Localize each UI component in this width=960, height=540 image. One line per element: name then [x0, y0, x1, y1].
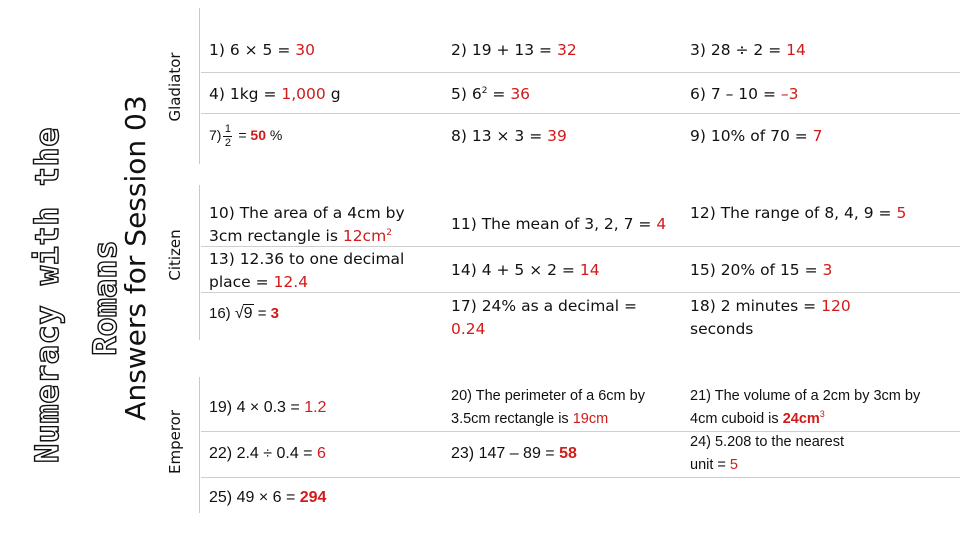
divider-gladiator — [199, 8, 200, 164]
question-23: 23) 147 – 89 = 58 — [451, 445, 577, 462]
question-1: 1) 6 × 5 = 30 — [209, 41, 315, 59]
answer-9: 7 — [812, 127, 823, 145]
question-24: 24) 5.208 to the nearest unit = 5 — [690, 434, 844, 473]
answer-15: 3 — [822, 261, 833, 279]
square-root-sign: √9 — [234, 305, 253, 322]
answer-1: 30 — [295, 41, 315, 59]
row-rule — [201, 113, 960, 114]
row-rule — [201, 477, 960, 478]
answer-4: 1,000 — [281, 85, 326, 103]
answer-25: 294 — [299, 489, 327, 506]
answer-17: 0.24 — [451, 320, 486, 338]
section-label-emperor: Emperor — [166, 409, 184, 475]
question-12: 12) The range of 8, 4, 9 = 5 — [690, 204, 907, 222]
answer-11: 4 — [656, 215, 667, 233]
question-4: 4) 1kg = 1,000 g — [209, 85, 341, 103]
question-19: 19) 4 × 0.3 = 1.2 — [209, 399, 327, 416]
answer-22: 6 — [316, 445, 326, 462]
answer-6: –3 — [780, 85, 799, 103]
divider-emperor — [199, 377, 200, 513]
question-13: 13) 12.36 to one decimal place = 12.4 — [209, 250, 405, 291]
answer-13: 12.4 — [273, 273, 309, 291]
answer-14: 14 — [579, 261, 600, 279]
question-20: 20) The perimeter of a 6cm by 3.5cm rectangle is 19cm — [451, 388, 645, 427]
title-line-1: Numeracy with the — [28, 127, 66, 464]
answer-2: 32 — [556, 41, 577, 59]
answer-8: 39 — [547, 127, 567, 145]
question-21: 21) The volume of a 2cm by 3cm by 4cm cuboid is $24cm^3$ — [690, 388, 921, 427]
question-14: 14) 4 + 5 × 2 = 14 — [451, 261, 600, 279]
question-2: 2) 19 + 13 = 32 — [451, 41, 577, 59]
question-5: 5) $6^2 = 36$ — [451, 85, 531, 103]
question-9: 9) 10% of 70 = 7 — [690, 127, 823, 145]
subtitle-session: Answers for Session 03 — [119, 95, 152, 421]
fraction-one-half: $\frac{1}{2}$ — [224, 123, 232, 149]
answer-19: 1.2 — [304, 399, 327, 416]
divider-citizen — [199, 185, 200, 340]
answer-18: 120 — [821, 297, 851, 315]
row-rule — [201, 72, 960, 73]
answer-24: 5 — [729, 457, 738, 473]
question-17: 17) 24% as a decimal = 0.24 — [451, 297, 638, 338]
question-6: 6) 7 – 10 = –3 — [690, 85, 799, 103]
answer-3: 14 — [786, 41, 806, 59]
title-line-2: Romans — [86, 240, 124, 356]
section-label-citizen: Citizen — [166, 229, 184, 281]
question-25: 25) 49 × 6 = 294 — [209, 489, 327, 506]
answer-20: 19cm — [572, 411, 609, 427]
answer-5: 36 — [510, 85, 531, 103]
question-18: 18) 2 minutes = 120 seconds — [690, 297, 851, 338]
answer-12: 5 — [896, 204, 907, 222]
question-8: 8) 13 × 3 = 39 — [451, 127, 567, 145]
question-11: 11) The mean of 3, 2, 7 = 4 — [451, 215, 667, 233]
section-label-gladiator: Gladiator — [166, 52, 184, 122]
answer-21: 24cm — [782, 411, 820, 427]
answer-16: 3 — [270, 305, 279, 322]
question-3: 3) 28 ÷ 2 = 14 — [690, 41, 806, 59]
question-7: 7) $\frac{1}{2}$ = 50 % — [209, 123, 283, 149]
answer-23: 58 — [559, 445, 577, 462]
answer-10: 12cm — [342, 227, 387, 245]
question-10: 10) The area of a 4cm by 3cm rectangle is $12cm^2$ — [209, 204, 405, 245]
question-15: 15) 20% of 15 = 3 — [690, 261, 833, 279]
question-22: 22) 2.4 ÷ 0.4 = 6 — [209, 445, 326, 462]
answer-7: 50 — [250, 127, 266, 144]
question-16: 16) √9 = 3 — [209, 303, 279, 325]
